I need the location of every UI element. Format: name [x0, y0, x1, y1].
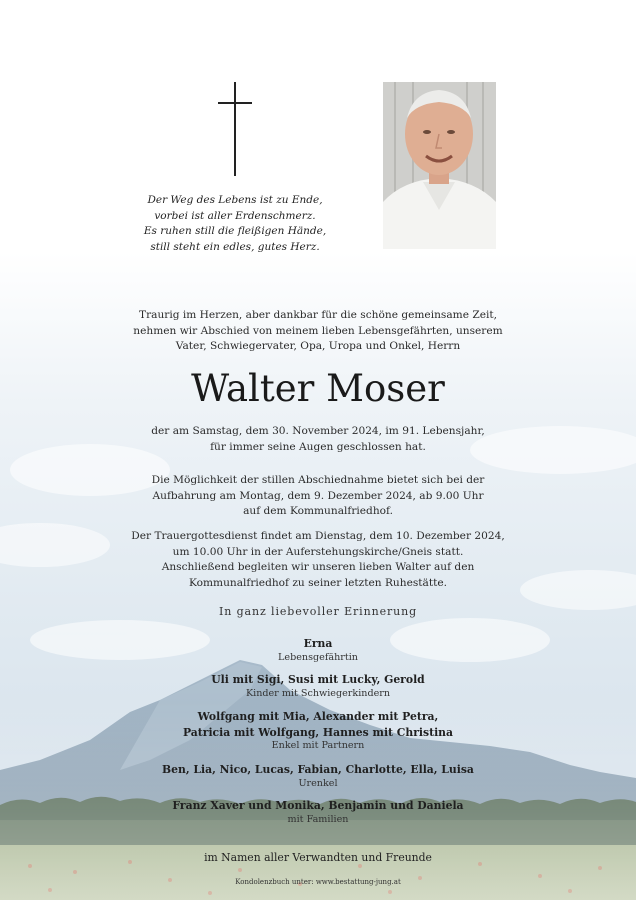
death-line: der am Samstag, dem 30. November 2024, im 91. Lebensjahr,: [151, 425, 485, 437]
family-partner: [118, 636, 518, 664]
service-line: Kommunalfriedhof zu seiner letzten Ruhestätte.: [188, 576, 447, 589]
family-grandchildren: [118, 709, 518, 752]
service-line: um 10.00 Uhr in der Auferstehungskirche/Gneis statt.: [172, 545, 464, 558]
intro-line: Vater, Schwiegervater, Opa, Uropa und Onkel, Herrn: [175, 340, 461, 353]
intro-text: [118, 308, 518, 355]
viewing-line: auf dem Kommunalfriedhof.: [243, 505, 393, 518]
family-names: Franz Xaver und Monika, Benjamin und Daniela: [172, 799, 464, 812]
viewing-line: Aufbahrung am Montag, dem 9. Dezember 2024, ab 9.00 Uhr: [152, 489, 484, 502]
death-line: für immer seine Augen geschlossen hat.: [210, 440, 426, 453]
family-names: Ben, Lia, Nico, Lucas, Fabian, Charlotte, Ella, Luisa: [162, 763, 474, 776]
viewing-info: [118, 473, 518, 520]
family-children: [118, 672, 518, 700]
viewing-line: Die Möglichkeit der stillen Abschiednahme bietet sich bei der: [151, 474, 485, 486]
family-names: Erna: [303, 637, 333, 650]
condolence-link[interactable]: Kondolenzbuch unter: www.bestattung-jung.at: [235, 878, 401, 886]
intro-line: nehmen wir Abschied von meinem lieben Lebensgefährten, unserem: [133, 324, 503, 337]
memorial-verse: [120, 193, 350, 255]
family-names: Wolfgang mit Mia, Alexander mit Petra,: [197, 710, 439, 723]
closing-line: im Namen aller Verwandten und Freunde: [204, 851, 432, 864]
verse-line: still steht ein edles, gutes Herz.: [150, 240, 320, 253]
verse-line: Es ruhen still die fleißigen Hände,: [143, 225, 327, 237]
family-relation: Urenkel: [298, 777, 338, 789]
cross-icon: [218, 82, 252, 176]
verse-line: Der Weg des Lebens ist zu Ende,: [147, 194, 323, 206]
family-relation: Lebensgefährtin: [278, 651, 358, 663]
family-great-grandchildren: [118, 762, 518, 790]
service-line: Der Trauergottesdienst findet am Dienstag, dem 10. Dezember 2024,: [131, 530, 505, 542]
service-line: Anschließend begleiten wir unseren lieben Walter auf den: [161, 561, 475, 574]
intro-line: Traurig im Herzen, aber dankbar für die schöne gemeinsame Zeit,: [139, 309, 497, 321]
verse-line: vorbei ist aller Erdenschmerz.: [154, 209, 316, 222]
family-names: Patricia mit Wolfgang, Hannes mit Christina: [182, 725, 454, 739]
deceased-name: Walter Moser: [191, 367, 445, 410]
family-siblings: [118, 798, 518, 826]
death-notice: [118, 424, 518, 455]
family-relation: mit Familien: [287, 813, 349, 825]
family-relation: Enkel mit Partnern: [271, 740, 365, 751]
memory-heading: In ganz liebevoller Erinnerung: [218, 605, 418, 618]
portrait-photo: [383, 82, 496, 249]
family-names: Uli mit Sigi, Susi mit Lucky, Gerold: [211, 673, 425, 686]
service-info: [118, 529, 518, 591]
family-relation: Kinder mit Schwiegerkindern: [245, 687, 391, 699]
